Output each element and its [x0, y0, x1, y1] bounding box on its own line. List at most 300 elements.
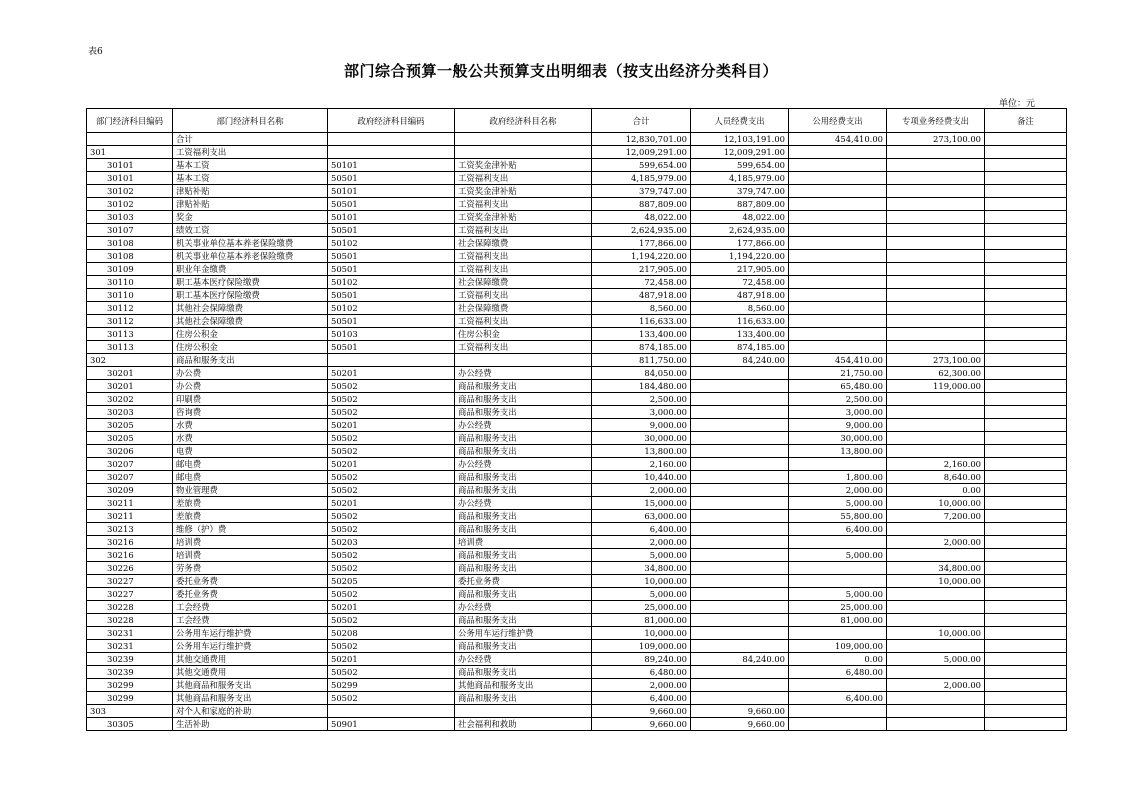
remarks-cell: [985, 705, 1067, 718]
dept-name-cell: 水费: [173, 432, 328, 445]
special-cell: 119,000.00: [887, 380, 985, 393]
gov-code-cell: 50502: [328, 380, 455, 393]
gov-name-cell: 社会福利和救助: [455, 718, 592, 731]
personnel-cell: 217,905.00: [691, 263, 789, 276]
public-cell: 6,480.00: [789, 666, 887, 679]
special-cell: [887, 705, 985, 718]
public-cell: [789, 705, 887, 718]
personnel-cell: [691, 549, 789, 562]
gov-name-cell: 办公经费: [455, 497, 592, 510]
dept-name-cell: 职工基本医疗保险缴费: [173, 289, 328, 302]
dept-name-cell: 其他交通费用: [173, 653, 328, 666]
public-cell: [789, 458, 887, 471]
gov-code-cell: 50102: [328, 237, 455, 250]
dept-name-cell: 差旅费: [173, 497, 328, 510]
personnel-cell: 48,022.00: [691, 211, 789, 224]
public-cell: 1,800.00: [789, 471, 887, 484]
dept-code-cell: 30228: [87, 601, 173, 614]
table-row: [87, 432, 1067, 445]
total-cell: 10,000.00: [592, 575, 691, 588]
dept-code-cell: 30102: [87, 198, 173, 211]
table-row: [87, 484, 1067, 497]
gov-code-cell: 50502: [328, 614, 455, 627]
table-row: [87, 640, 1067, 653]
remarks-cell: [985, 497, 1067, 510]
gov-code-cell: 50201: [328, 367, 455, 380]
remarks-cell: [985, 198, 1067, 211]
dept-name-cell: 工资福利支出: [173, 146, 328, 159]
dept-name-cell: 公务用车运行维护费: [173, 627, 328, 640]
personnel-cell: [691, 367, 789, 380]
special-cell: 273,100.00: [887, 354, 985, 367]
gov-code-cell: 50201: [328, 601, 455, 614]
gov-code-cell: 50208: [328, 627, 455, 640]
personnel-cell: 84,240.00: [691, 653, 789, 666]
gov-code-cell: 50501: [328, 289, 455, 302]
table-row: [87, 250, 1067, 263]
gov-name-cell: 工资奖金津补贴: [455, 211, 592, 224]
public-cell: 109,000.00: [789, 640, 887, 653]
special-cell: [887, 276, 985, 289]
table-row: [87, 718, 1067, 731]
gov-name-cell: 其他商品和服务支出: [455, 679, 592, 692]
remarks-cell: [985, 679, 1067, 692]
personnel-cell: [691, 601, 789, 614]
dept-code-cell: 30203: [87, 406, 173, 419]
public-cell: 81,000.00: [789, 614, 887, 627]
dept-name-cell: 基本工资: [173, 159, 328, 172]
public-cell: [789, 159, 887, 172]
total-cell: 811,750.00: [592, 354, 691, 367]
public-cell: 454,410.00: [789, 133, 887, 146]
total-cell: 13,800.00: [592, 445, 691, 458]
public-cell: 25,000.00: [789, 601, 887, 614]
total-cell: 2,000.00: [592, 536, 691, 549]
special-cell: 10,000.00: [887, 575, 985, 588]
remarks-cell: [985, 666, 1067, 679]
dept-code-cell: 30112: [87, 315, 173, 328]
public-cell: [789, 250, 887, 263]
gov-name-cell: [455, 354, 592, 367]
public-cell: 454,410.00: [789, 354, 887, 367]
special-cell: [887, 614, 985, 627]
special-cell: [887, 159, 985, 172]
remarks-cell: [985, 419, 1067, 432]
dept-name-cell: 津贴补贴: [173, 185, 328, 198]
personnel-cell: [691, 679, 789, 692]
table-body: [87, 133, 1067, 731]
gov-code-cell: 50201: [328, 497, 455, 510]
remarks-cell: [985, 510, 1067, 523]
dept-name-cell: 差旅费: [173, 510, 328, 523]
special-cell: [887, 172, 985, 185]
gov-code-cell: 50103: [328, 328, 455, 341]
table-row: [87, 159, 1067, 172]
personnel-cell: 1,194,220.00: [691, 250, 789, 263]
special-cell: [887, 588, 985, 601]
gov-name-cell: 工资奖金津补贴: [455, 185, 592, 198]
dept-name-cell: 办公费: [173, 367, 328, 380]
table-row: [87, 588, 1067, 601]
gov-code-cell: 50501: [328, 172, 455, 185]
total-cell: 15,000.00: [592, 497, 691, 510]
total-cell: 379,747.00: [592, 185, 691, 198]
personnel-cell: [691, 432, 789, 445]
gov-code-cell: 50201: [328, 458, 455, 471]
public-cell: 0.00: [789, 653, 887, 666]
dept-name-cell: 津贴补贴: [173, 198, 328, 211]
remarks-cell: [985, 172, 1067, 185]
special-cell: [887, 263, 985, 276]
public-cell: [789, 328, 887, 341]
gov-name-cell: 商品和服务支出: [455, 614, 592, 627]
dept-code-cell: 30227: [87, 575, 173, 588]
gov-name-cell: 工资福利支出: [455, 250, 592, 263]
special-cell: [887, 198, 985, 211]
special-cell: [887, 341, 985, 354]
gov-code-cell: 50502: [328, 666, 455, 679]
table-row: [87, 133, 1067, 146]
personnel-cell: 379,747.00: [691, 185, 789, 198]
public-cell: [789, 536, 887, 549]
dept-name-cell: 电费: [173, 445, 328, 458]
gov-name-cell: 商品和服务支出: [455, 549, 592, 562]
dept-code-cell: 301: [87, 146, 173, 159]
dept-name-cell: 其他商品和服务支出: [173, 679, 328, 692]
gov-code-cell: [328, 133, 455, 146]
total-cell: 487,918.00: [592, 289, 691, 302]
remarks-cell: [985, 302, 1067, 315]
personnel-cell: 12,009,291.00: [691, 146, 789, 159]
gov-name-cell: 商品和服务支出: [455, 640, 592, 653]
gov-name-cell: 委托业务费: [455, 575, 592, 588]
special-cell: 7,200.00: [887, 510, 985, 523]
personnel-cell: [691, 523, 789, 536]
public-cell: [789, 237, 887, 250]
table-row: [87, 263, 1067, 276]
gov-code-cell: 50501: [328, 341, 455, 354]
gov-code-cell: 50502: [328, 588, 455, 601]
dept-name-cell: 委托业务费: [173, 588, 328, 601]
table-row: [87, 341, 1067, 354]
public-cell: 6,400.00: [789, 523, 887, 536]
dept-name-cell: 机关事业单位基本养老保险缴费: [173, 237, 328, 250]
gov-code-cell: 50501: [328, 198, 455, 211]
total-cell: 6,480.00: [592, 666, 691, 679]
header-row: [87, 109, 1067, 133]
personnel-cell: [691, 406, 789, 419]
total-cell: 9,660.00: [592, 718, 691, 731]
special-cell: [887, 640, 985, 653]
total-cell: 5,000.00: [592, 588, 691, 601]
remarks-cell: [985, 445, 1067, 458]
table-row: [87, 458, 1067, 471]
remarks-cell: [985, 328, 1067, 341]
table-row: [87, 302, 1067, 315]
gov-code-cell: [328, 146, 455, 159]
table-row: [87, 406, 1067, 419]
public-cell: 30,000.00: [789, 432, 887, 445]
remarks-cell: [985, 185, 1067, 198]
total-cell: 10,000.00: [592, 627, 691, 640]
remarks-cell: [985, 471, 1067, 484]
gov-name-cell: 工资福利支出: [455, 341, 592, 354]
dept-name-cell: 对个人和家庭的补助: [173, 705, 328, 718]
dept-code-cell: 30205: [87, 419, 173, 432]
dept-name-cell: 邮电费: [173, 471, 328, 484]
dept-name-cell: 维修（护）费: [173, 523, 328, 536]
total-cell: 887,809.00: [592, 198, 691, 211]
total-cell: 3,000.00: [592, 406, 691, 419]
header-personnel: 人员经费支出: [691, 109, 789, 133]
remarks-cell: [985, 432, 1067, 445]
dept-code-cell: 30211: [87, 497, 173, 510]
gov-name-cell: 商品和服务支出: [455, 510, 592, 523]
table-row: [87, 705, 1067, 718]
gov-code-cell: 50502: [328, 549, 455, 562]
table-row: [87, 549, 1067, 562]
gov-code-cell: 50502: [328, 640, 455, 653]
gov-name-cell: 商品和服务支出: [455, 562, 592, 575]
gov-code-cell: 50101: [328, 211, 455, 224]
remarks-cell: [985, 289, 1067, 302]
remarks-cell: [985, 354, 1067, 367]
gov-code-cell: 50502: [328, 562, 455, 575]
gov-name-cell: 工资福利支出: [455, 289, 592, 302]
dept-name-cell: 商品和服务支出: [173, 354, 328, 367]
dept-name-cell: 水费: [173, 419, 328, 432]
table-row: [87, 198, 1067, 211]
dept-code-cell: 30108: [87, 237, 173, 250]
table-row: [87, 510, 1067, 523]
public-cell: 9,000.00: [789, 419, 887, 432]
public-cell: [789, 562, 887, 575]
personnel-cell: 133,400.00: [691, 328, 789, 341]
remarks-cell: [985, 458, 1067, 471]
personnel-cell: [691, 497, 789, 510]
dept-code-cell: [87, 133, 173, 146]
remarks-cell: [985, 549, 1067, 562]
remarks-cell: [985, 263, 1067, 276]
table-row: [87, 536, 1067, 549]
table-row: [87, 380, 1067, 393]
table-row: [87, 211, 1067, 224]
public-cell: [789, 185, 887, 198]
dept-code-cell: 30216: [87, 536, 173, 549]
special-cell: 2,000.00: [887, 536, 985, 549]
dept-code-cell: 30239: [87, 653, 173, 666]
personnel-cell: [691, 536, 789, 549]
personnel-cell: 84,240.00: [691, 354, 789, 367]
public-cell: [789, 289, 887, 302]
dept-code-cell: 302: [87, 354, 173, 367]
dept-name-cell: 物业管理费: [173, 484, 328, 497]
special-cell: 5,000.00: [887, 653, 985, 666]
gov-name-cell: 商品和服务支出: [455, 471, 592, 484]
total-cell: 34,800.00: [592, 562, 691, 575]
special-cell: [887, 601, 985, 614]
total-cell: 10,440.00: [592, 471, 691, 484]
dept-code-cell: 30305: [87, 718, 173, 731]
table-row: [87, 523, 1067, 536]
gov-name-cell: 商品和服务支出: [455, 380, 592, 393]
gov-name-cell: 工资福利支出: [455, 198, 592, 211]
remarks-cell: [985, 484, 1067, 497]
personnel-cell: [691, 640, 789, 653]
special-cell: [887, 419, 985, 432]
total-cell: 25,000.00: [592, 601, 691, 614]
dept-code-cell: 30108: [87, 250, 173, 263]
table-row: [87, 276, 1067, 289]
public-cell: [789, 172, 887, 185]
remarks-cell: [985, 367, 1067, 380]
table-row: [87, 224, 1067, 237]
dept-code-cell: 30228: [87, 614, 173, 627]
dept-code-cell: 30110: [87, 289, 173, 302]
dept-code-cell: 30207: [87, 471, 173, 484]
remarks-cell: [985, 276, 1067, 289]
gov-code-cell: 50205: [328, 575, 455, 588]
gov-name-cell: 办公经费: [455, 367, 592, 380]
gov-name-cell: 工资福利支出: [455, 224, 592, 237]
table-row: [87, 172, 1067, 185]
remarks-cell: [985, 159, 1067, 172]
remarks-cell: [985, 614, 1067, 627]
special-cell: [887, 523, 985, 536]
total-cell: 6,400.00: [592, 692, 691, 705]
dept-code-cell: 30107: [87, 224, 173, 237]
table-row: [87, 328, 1067, 341]
special-cell: [887, 328, 985, 341]
dept-name-cell: 奖金: [173, 211, 328, 224]
table-row: [87, 393, 1067, 406]
page-title: 部门综合预算一般公共预算支出明细表（按支出经济分类科目）: [343, 62, 778, 80]
gov-name-cell: 工资奖金津补贴: [455, 159, 592, 172]
dept-code-cell: 30207: [87, 458, 173, 471]
gov-name-cell: 商品和服务支出: [455, 484, 592, 497]
gov-code-cell: 50201: [328, 653, 455, 666]
table-row: [87, 289, 1067, 302]
dept-code-cell: 30101: [87, 159, 173, 172]
public-cell: 21,750.00: [789, 367, 887, 380]
gov-name-cell: 住房公积金: [455, 328, 592, 341]
gov-code-cell: 50502: [328, 484, 455, 497]
special-cell: [887, 289, 985, 302]
public-cell: 55,800.00: [789, 510, 887, 523]
personnel-cell: 12,103,191.00: [691, 133, 789, 146]
remarks-cell: [985, 146, 1067, 159]
table-row: [87, 237, 1067, 250]
personnel-cell: [691, 562, 789, 575]
table-row: [87, 692, 1067, 705]
table-row: [87, 679, 1067, 692]
special-cell: [887, 250, 985, 263]
header-total: 合计: [592, 109, 691, 133]
total-cell: 1,194,220.00: [592, 250, 691, 263]
gov-name-cell: 工资福利支出: [455, 315, 592, 328]
dept-code-cell: 30113: [87, 328, 173, 341]
dept-code-cell: 30110: [87, 276, 173, 289]
public-cell: [789, 315, 887, 328]
gov-name-cell: 办公经费: [455, 419, 592, 432]
gov-name-cell: 商品和服务支出: [455, 393, 592, 406]
gov-code-cell: 50502: [328, 432, 455, 445]
gov-code-cell: 50502: [328, 445, 455, 458]
total-cell: 72,458.00: [592, 276, 691, 289]
personnel-cell: 599,654.00: [691, 159, 789, 172]
dept-code-cell: 30239: [87, 666, 173, 679]
gov-code-cell: 50502: [328, 406, 455, 419]
table-number: 表6: [88, 47, 103, 57]
remarks-cell: [985, 237, 1067, 250]
public-cell: 6,400.00: [789, 692, 887, 705]
gov-code-cell: 50102: [328, 302, 455, 315]
dept-code-cell: 30103: [87, 211, 173, 224]
dept-code-cell: 30231: [87, 640, 173, 653]
public-cell: [789, 198, 887, 211]
gov-name-cell: 办公经费: [455, 653, 592, 666]
gov-code-cell: 50101: [328, 185, 455, 198]
dept-code-cell: 30201: [87, 367, 173, 380]
header-public: 公用经费支出: [789, 109, 887, 133]
gov-code-cell: 50502: [328, 510, 455, 523]
public-cell: 3,000.00: [789, 406, 887, 419]
remarks-cell: [985, 341, 1067, 354]
personnel-cell: [691, 380, 789, 393]
header-gov-name: 政府经济科目名称: [455, 109, 592, 133]
public-cell: 2,500.00: [789, 393, 887, 406]
remarks-cell: [985, 588, 1067, 601]
gov-name-cell: 社会保障缴费: [455, 302, 592, 315]
dept-name-cell: 合计: [173, 133, 328, 146]
total-cell: 2,160.00: [592, 458, 691, 471]
total-cell: 84,050.00: [592, 367, 691, 380]
table-row: [87, 419, 1067, 432]
gov-code-cell: 50101: [328, 159, 455, 172]
special-cell: [887, 692, 985, 705]
special-cell: 10,000.00: [887, 627, 985, 640]
personnel-cell: [691, 666, 789, 679]
dept-code-cell: 30113: [87, 341, 173, 354]
table-row: [87, 497, 1067, 510]
dept-name-cell: 邮电费: [173, 458, 328, 471]
personnel-cell: 887,809.00: [691, 198, 789, 211]
gov-name-cell: 办公经费: [455, 601, 592, 614]
gov-code-cell: 50501: [328, 250, 455, 263]
dept-code-cell: 30211: [87, 510, 173, 523]
table-row: [87, 601, 1067, 614]
total-cell: 599,654.00: [592, 159, 691, 172]
total-cell: 874,185.00: [592, 341, 691, 354]
remarks-cell: [985, 133, 1067, 146]
special-cell: 8,640.00: [887, 471, 985, 484]
gov-name-cell: 商品和服务支出: [455, 588, 592, 601]
dept-name-cell: 印刷费: [173, 393, 328, 406]
dept-code-cell: 30102: [87, 185, 173, 198]
header-dept-name: 部门经济科目名称: [173, 109, 328, 133]
dept-code-cell: 30231: [87, 627, 173, 640]
total-cell: 89,240.00: [592, 653, 691, 666]
remarks-cell: [985, 211, 1067, 224]
personnel-cell: 8,560.00: [691, 302, 789, 315]
dept-code-cell: 30216: [87, 549, 173, 562]
remarks-cell: [985, 536, 1067, 549]
total-cell: 2,000.00: [592, 484, 691, 497]
personnel-cell: 9,660.00: [691, 705, 789, 718]
special-cell: [887, 315, 985, 328]
dept-code-cell: 30109: [87, 263, 173, 276]
special-cell: [887, 185, 985, 198]
